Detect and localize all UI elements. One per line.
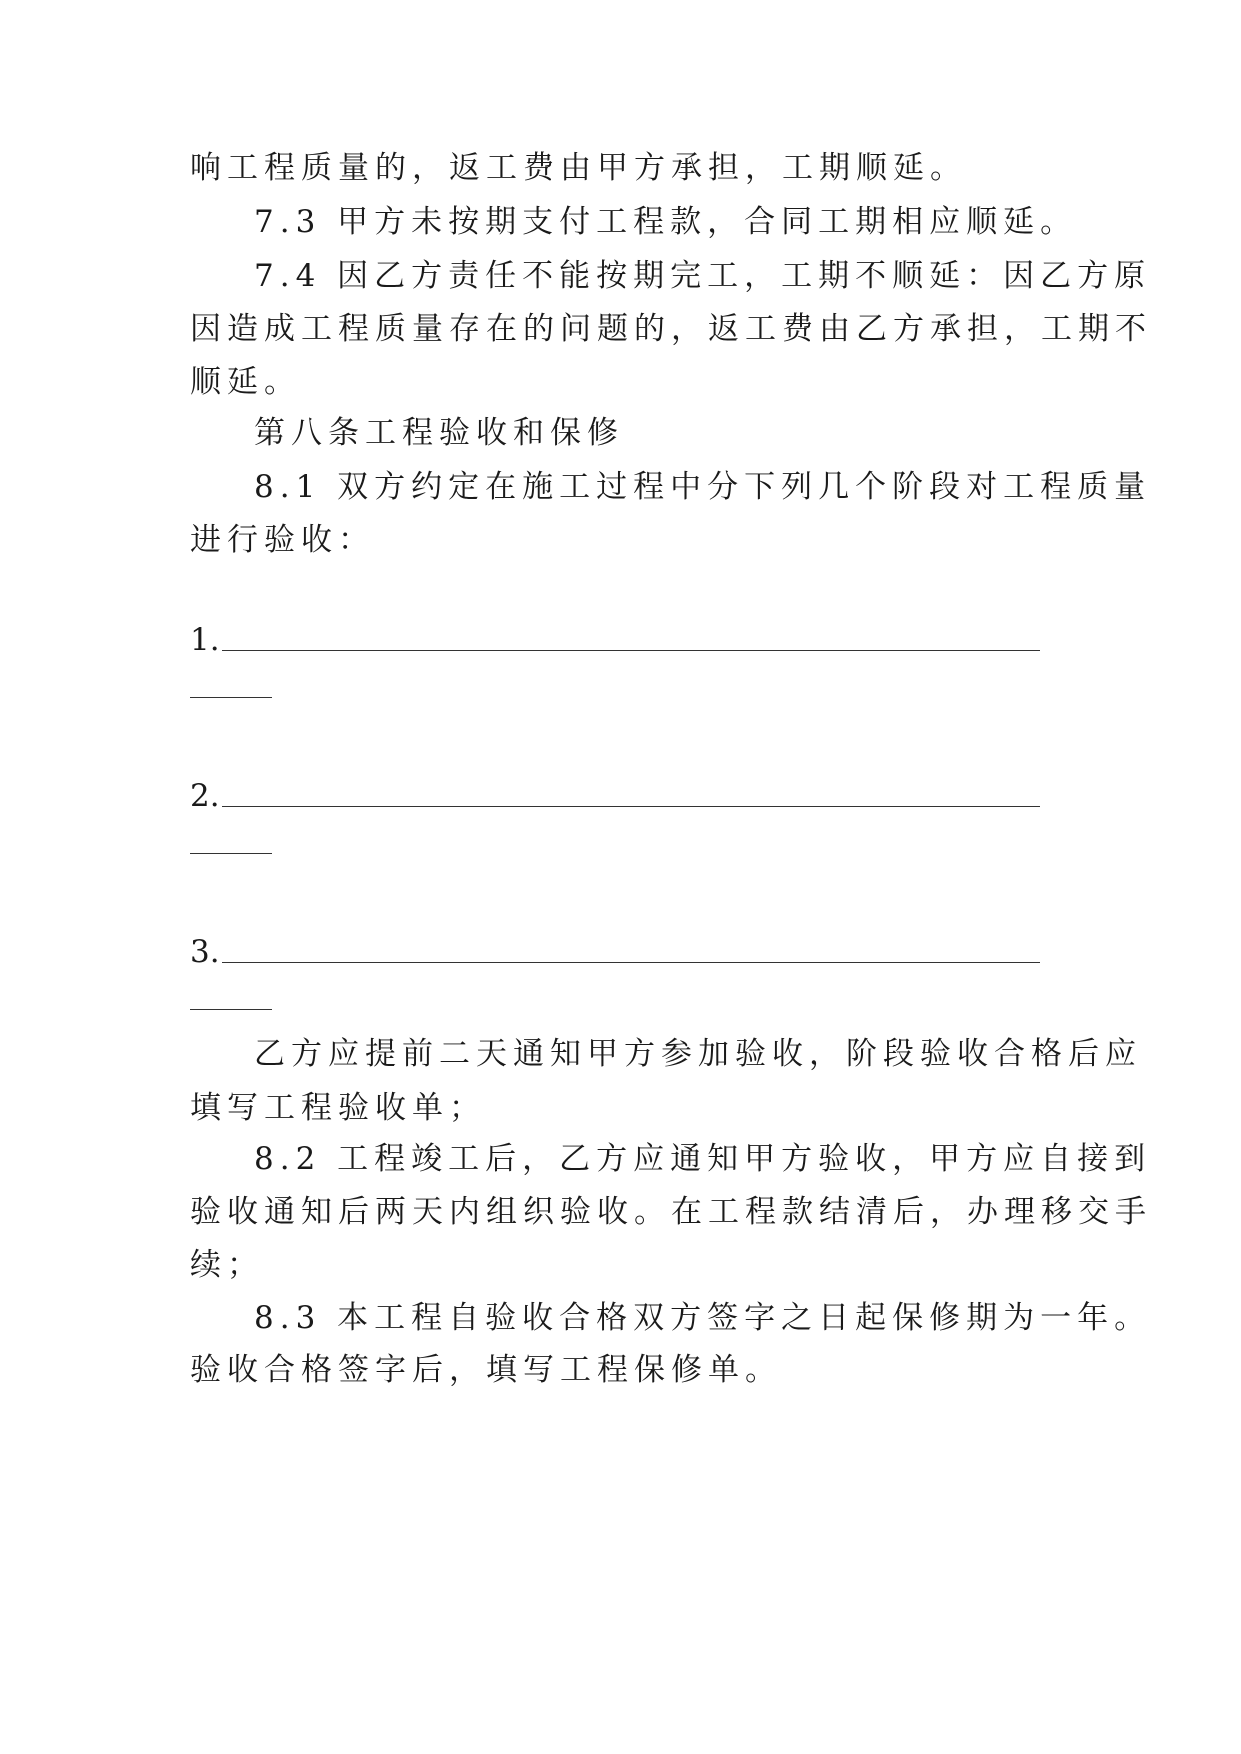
blank-number: 3. bbox=[190, 934, 220, 970]
blank-underline bbox=[222, 962, 1040, 963]
blank-number: 2. bbox=[190, 778, 220, 814]
blank-field-2[interactable] bbox=[190, 776, 1040, 816]
clause-8-1-line2: 进行验收： bbox=[190, 522, 375, 558]
blank-underline-tail bbox=[190, 853, 272, 854]
clause-8-2-line2: 验收通知后两天内组织验收。在工程款结清后，办理移交手 bbox=[190, 1194, 1152, 1230]
document-page bbox=[190, 0, 1152, 1754]
clause-8-3-line1: 8.3 本工程自验收合格双方签字之日起保修期为一年。 bbox=[254, 1300, 1152, 1336]
clause-8-3-line2: 验收合格签字后，填写工程保修单。 bbox=[190, 1352, 782, 1388]
blank-number: 1. bbox=[190, 622, 220, 658]
clause-8-1-line1: 8.1 双方约定在施工过程中分下列几个阶段对工程质量 bbox=[254, 469, 1152, 505]
blank-underline bbox=[222, 806, 1040, 807]
notice-line2: 填写工程验收单； bbox=[190, 1090, 486, 1126]
article-8-heading: 第八条工程验收和保修 bbox=[254, 415, 624, 451]
blank-field-3[interactable] bbox=[190, 932, 1040, 972]
paragraph-line: 响工程质量的，返工费由甲方承担，工期顺延。 bbox=[190, 150, 967, 186]
clause-7-4-line3: 顺延。 bbox=[190, 364, 301, 400]
blank-underline-tail bbox=[190, 697, 272, 698]
clause-8-2-line1: 8.2 工程竣工后，乙方应通知甲方验收，甲方应自接到 bbox=[254, 1141, 1152, 1177]
clause-7-4-line2: 因造成工程质量存在的问题的，返工费由乙方承担，工期不 bbox=[190, 311, 1152, 347]
clause-7-4-line1: 7.4 因乙方责任不能按期完工，工期不顺延：因乙方原 bbox=[254, 258, 1152, 294]
blank-underline bbox=[222, 650, 1040, 651]
notice-line1: 乙方应提前二天通知甲方参加验收，阶段验收合格后应 bbox=[254, 1036, 1142, 1072]
blank-field-1[interactable] bbox=[190, 620, 1040, 660]
clause-8-2-line3: 续； bbox=[190, 1247, 264, 1283]
clause-7-3: 7.3 甲方未按期支付工程款，合同工期相应顺延。 bbox=[254, 204, 1078, 240]
blank-underline-tail bbox=[190, 1009, 272, 1010]
